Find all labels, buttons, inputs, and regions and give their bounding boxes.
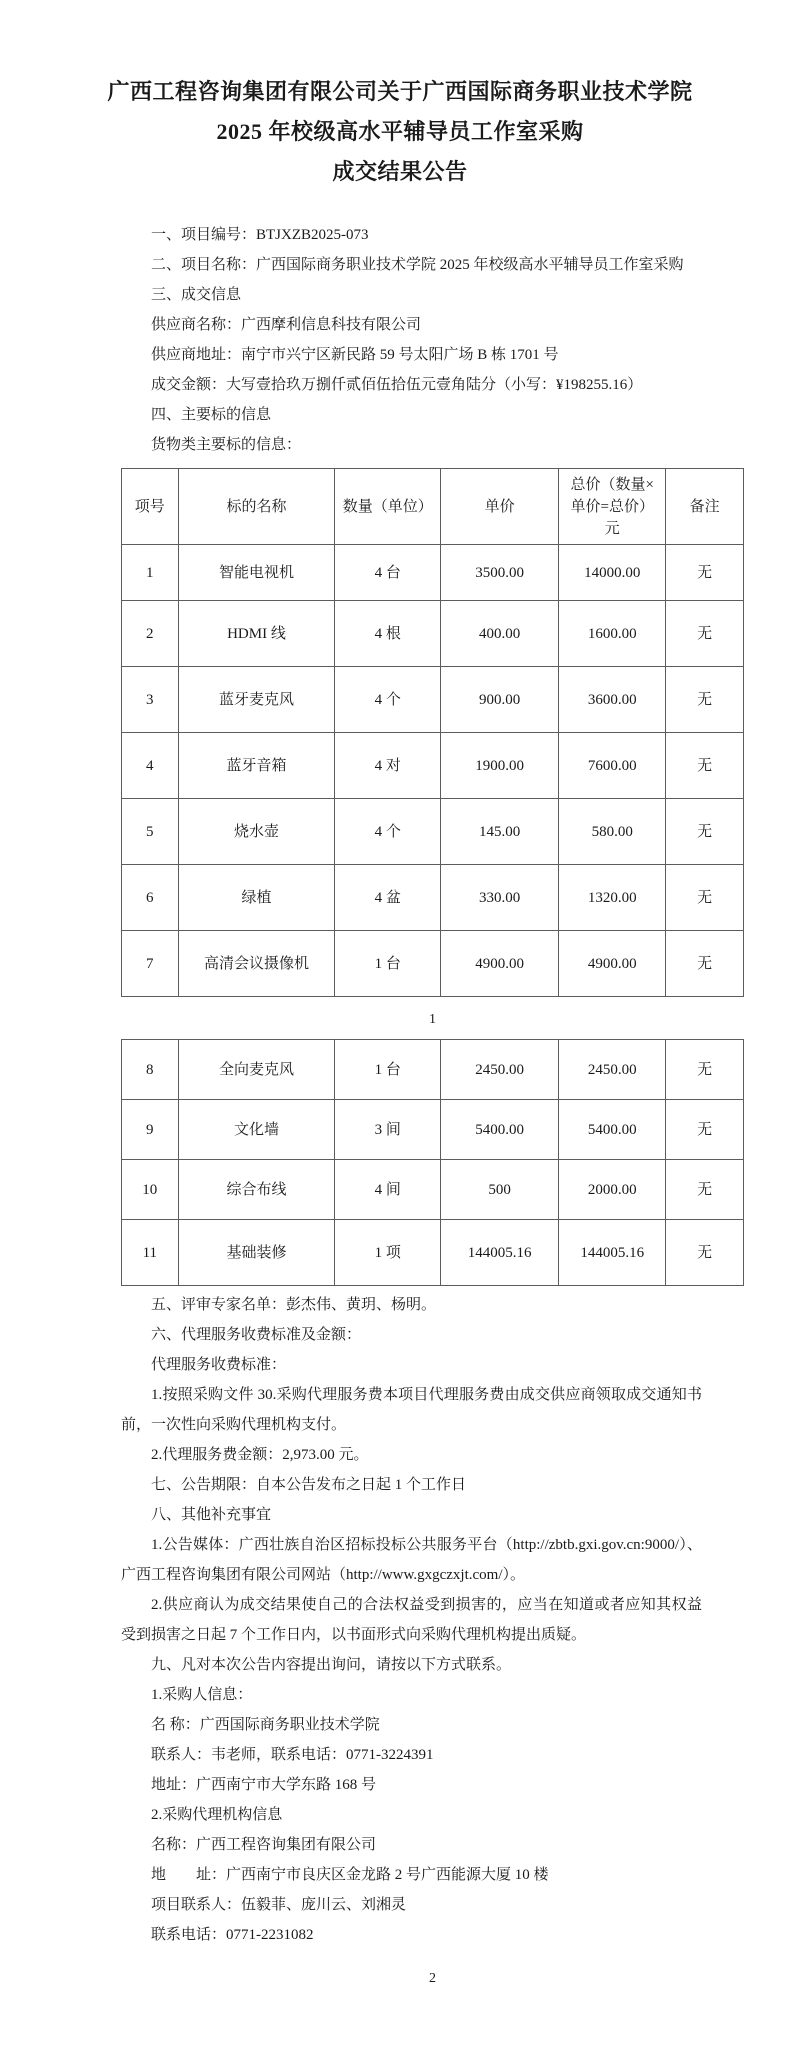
table-cell: 无	[666, 601, 744, 667]
table-cell: 无	[666, 1040, 744, 1100]
table-cell: 4900.00	[559, 931, 666, 997]
table-cell: 无	[666, 545, 744, 601]
table-cell: 4900.00	[441, 931, 559, 997]
table-cell: 综合布线	[178, 1160, 335, 1220]
table-cell: 无	[666, 865, 744, 931]
table-cell: 4 间	[335, 1160, 441, 1220]
line-agent-heading: 2.采购代理机构信息	[151, 1807, 283, 1823]
table-cell: 144005.16	[441, 1220, 559, 1286]
table-cell: 4 对	[335, 733, 441, 799]
line-experts: 五、评审专家名单：彭杰伟、黄玥、杨明。	[151, 1297, 437, 1313]
table-cell: 无	[666, 1220, 744, 1286]
table-cell: 7600.00	[559, 733, 666, 799]
title-line-3: 成交结果公告	[332, 159, 468, 184]
table-cell: 绿植	[178, 865, 335, 931]
table-cell: 144005.16	[559, 1220, 666, 1286]
table-cell: 4 个	[335, 799, 441, 865]
col-header-quantity: 数量（单位）	[335, 469, 441, 545]
table-cell: 无	[666, 799, 744, 865]
line-agent-address: 地 址：广西南宁市良庆区金龙路 2 号广西能源大厦 10 楼	[151, 1867, 549, 1883]
table-cell: 330.00	[441, 865, 559, 931]
table-cell: 1 台	[335, 931, 441, 997]
table-cell: 无	[666, 1160, 744, 1220]
table-row	[122, 1040, 744, 1100]
table-cell: 11	[122, 1220, 179, 1286]
table-cell: 900.00	[441, 667, 559, 733]
table-cell: 7	[122, 931, 179, 997]
line-agent-name: 名称：广西工程咨询集团有限公司	[151, 1837, 377, 1853]
page-number-1: 1	[429, 1012, 436, 1027]
table-cell: HDMI 线	[178, 601, 335, 667]
line-announcement-period: 七、公告期限：自本公告发布之日起 1 个工作日	[151, 1477, 467, 1493]
table-cell: 2000.00	[559, 1160, 666, 1220]
table-cell: 10	[122, 1160, 179, 1220]
line-project-number: 一、项目编号：BTJXZB2025-073	[151, 227, 369, 243]
table-cell: 9	[122, 1100, 179, 1160]
table-cell: 蓝牙音箱	[178, 733, 335, 799]
line-goods-note: 货物类主要标的信息：	[151, 437, 302, 453]
table-cell: 1	[122, 545, 179, 601]
col-header-subject-name: 标的名称	[178, 469, 335, 545]
table-row	[122, 931, 744, 997]
table-row	[122, 799, 744, 865]
table-cell: 无	[666, 1100, 744, 1160]
line-agency-fee-heading: 六、代理服务收费标准及金额：	[151, 1327, 362, 1343]
table-cell: 3500.00	[441, 545, 559, 601]
table-cell: 5400.00	[559, 1100, 666, 1160]
table-cell: 蓝牙麦克风	[178, 667, 335, 733]
table-cell: 6	[122, 865, 179, 931]
table-cell: 14000.00	[559, 545, 666, 601]
table-cell: 8	[122, 1040, 179, 1100]
line-project-name: 二、项目名称：广西国际商务职业技术学院 2025 年校级高水平辅导员工作室采购	[151, 257, 684, 273]
line-buyer-contact: 联系人：韦老师，联系电话：0771-3224391	[151, 1747, 434, 1763]
table-cell: 5	[122, 799, 179, 865]
line-other-heading: 八、其他补充事宜	[151, 1507, 272, 1523]
table-cell: 1900.00	[441, 733, 559, 799]
table-cell: 3	[122, 667, 179, 733]
document-body	[121, 220, 744, 1994]
table-cell: 文化墙	[178, 1100, 335, 1160]
goods-table-page1	[121, 468, 744, 997]
table-row	[122, 545, 744, 601]
table-cell: 智能电视机	[178, 545, 335, 601]
table-cell: 3 间	[335, 1100, 441, 1160]
col-header-remark: 备注	[666, 469, 744, 545]
line-buyer-name: 名 称：广西国际商务职业技术学院	[151, 1717, 380, 1733]
table-cell: 2450.00	[559, 1040, 666, 1100]
table-cell: 4 个	[335, 667, 441, 733]
table-cell: 4 盆	[335, 865, 441, 931]
line-subject-heading: 四、主要标的信息	[151, 407, 272, 423]
table-cell: 5400.00	[441, 1100, 559, 1160]
table-row	[122, 1220, 744, 1286]
table-row	[122, 1100, 744, 1160]
table-row	[122, 865, 744, 931]
table-cell: 2	[122, 601, 179, 667]
page-number-2: 2	[429, 1971, 436, 1986]
line-supplier-address: 供应商地址：南宁市兴宁区新民路 59 号太阳广场 B 栋 1701 号	[151, 347, 559, 363]
table-cell: 高清会议摄像机	[178, 931, 335, 997]
table-cell: 4 台	[335, 545, 441, 601]
col-header-item-no: 项号	[122, 469, 179, 545]
table-cell: 400.00	[441, 601, 559, 667]
table-cell: 2450.00	[441, 1040, 559, 1100]
table-cell: 无	[666, 931, 744, 997]
goods-table-page2	[121, 1039, 744, 1286]
table-cell: 无	[666, 667, 744, 733]
table-cell: 145.00	[441, 799, 559, 865]
table-cell: 4 根	[335, 601, 441, 667]
title-line-2: 2025 年校级高水平辅导员工作室采购	[216, 119, 584, 144]
line-agency-fee-standard-label: 代理服务收费标准：	[151, 1357, 287, 1373]
table-header-row	[122, 469, 744, 545]
table-cell: 580.00	[559, 799, 666, 865]
line-supplier-name: 供应商名称：广西摩利信息科技有限公司	[151, 317, 422, 333]
table-row	[122, 733, 744, 799]
line-agent-phone: 联系电话：0771-2231082	[151, 1927, 314, 1943]
table-cell: 500	[441, 1160, 559, 1220]
table-cell: 全向麦克风	[178, 1040, 335, 1100]
table-cell: 1 项	[335, 1220, 441, 1286]
line-deal-amount: 成交金额：大写壹拾玖万捌仟贰佰伍拾伍元壹角陆分（小写：¥198255.16）	[151, 377, 643, 393]
table-row	[122, 667, 744, 733]
para-other-item1: 1.公告媒体：广西壮族自治区招标投标公共服务平台（http://zbtb.gxi.gov.cn:9000/）、广西工程咨询集团有限公司网站（http://www.gxgczxjt.com/）。	[121, 1537, 702, 1583]
document-title	[0, 0, 800, 192]
table-cell: 4	[122, 733, 179, 799]
para-other-item2: 2.供应商认为成交结果使自己的合法权益受到损害的，应当在知道或者应知其权益受到损害之日起 7 个工作日内，以书面形式向采购代理机构提出质疑。	[121, 1597, 702, 1643]
table-row	[122, 1160, 744, 1220]
col-header-total-price: 总价（数量×单价=总价）元	[559, 469, 666, 545]
line-agent-contacts: 项目联系人：伍毅菲、庞川云、刘湘灵	[151, 1897, 407, 1913]
line-deal-info-heading: 三、成交信息	[151, 287, 242, 303]
para-agency-fee-item1: 1.按照采购文件 30.采购代理服务费本项目代理服务费由成交供应商领取成交通知书前，一次性向采购代理机构支付。	[121, 1387, 702, 1433]
table-row	[122, 601, 744, 667]
table-cell: 1320.00	[559, 865, 666, 931]
title-line-1: 广西工程咨询集团有限公司关于广西国际商务职业技术学院	[107, 79, 693, 104]
line-buyer-address: 地址：广西南宁市大学东路 168 号	[151, 1777, 377, 1793]
line-buyer-heading: 1.采购人信息：	[151, 1687, 253, 1703]
table-cell: 3600.00	[559, 667, 666, 733]
line-contact-heading: 九、凡对本次公告内容提出询问，请按以下方式联系。	[151, 1657, 512, 1673]
col-header-unit-price: 单价	[441, 469, 559, 545]
line-agency-fee-item2: 2.代理服务费金额：2,973.00 元。	[151, 1447, 369, 1463]
table-cell: 基础装修	[178, 1220, 335, 1286]
table-cell: 无	[666, 733, 744, 799]
closing-sections	[121, 1290, 744, 1950]
table-cell: 烧水壶	[178, 799, 335, 865]
table-cell: 1600.00	[559, 601, 666, 667]
table-cell: 1 台	[335, 1040, 441, 1100]
